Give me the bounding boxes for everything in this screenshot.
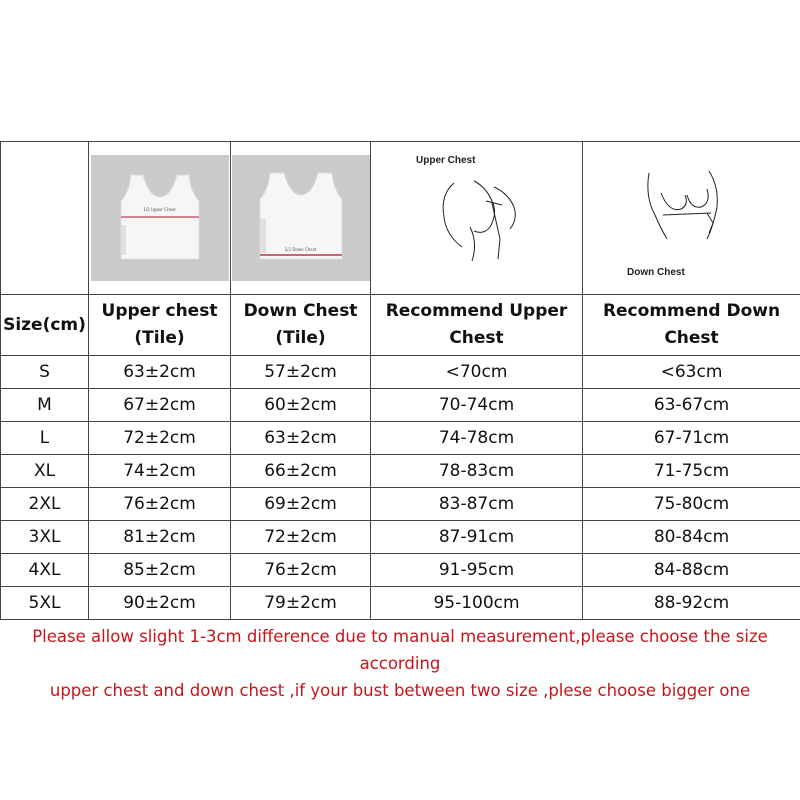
cell-down: 60±2cm: [231, 389, 371, 422]
upper-tank-text: 1/2 Upper Chest: [143, 207, 176, 212]
table-row: [1, 422, 800, 455]
upper-photo-cell: [89, 142, 231, 295]
table-row: [1, 389, 800, 422]
down-chest-label: Down Chest: [627, 267, 685, 278]
header-row: [1, 295, 800, 356]
table-row: [1, 521, 800, 554]
cell-rec-upper: 78-83cm: [371, 455, 583, 488]
cell-rec-upper: 83-87cm: [371, 488, 583, 521]
cell-rec-down: 84-88cm: [583, 554, 800, 587]
down-diagram-cell: [583, 142, 800, 295]
note-line-1: Please allow slight 1-3cm difference due to manual measurement,please choose the size according: [32, 627, 768, 673]
cell-rec-down: <63cm: [583, 356, 800, 389]
tank-top-upper-icon: [91, 155, 229, 281]
cell-rec-upper: 95-100cm: [371, 587, 583, 620]
cell-upper: 74±2cm: [89, 455, 231, 488]
cell-upper: 85±2cm: [89, 554, 231, 587]
table-row: [1, 554, 800, 587]
cell-down: 79±2cm: [231, 587, 371, 620]
cell-size: S: [1, 356, 89, 389]
cell-size: 5XL: [1, 587, 89, 620]
down-tank-text: 1/2 Down Chest: [284, 247, 317, 252]
cell-size: 2XL: [1, 488, 89, 521]
size-table: [0, 141, 800, 620]
header-recommend-down: Recommend Down Chest: [583, 295, 800, 356]
size-chart: [0, 141, 800, 650]
header-recommend-upper: Recommend Upper Chest: [371, 295, 583, 356]
cell-rec-down: 75-80cm: [583, 488, 800, 521]
cell-size: L: [1, 422, 89, 455]
down-photo-cell: [231, 142, 371, 295]
cell-upper: 72±2cm: [89, 422, 231, 455]
cell-down: 66±2cm: [231, 455, 371, 488]
cell-down: 57±2cm: [231, 356, 371, 389]
cell-upper: 81±2cm: [89, 521, 231, 554]
cell-size: 4XL: [1, 554, 89, 587]
header-size: Size(cm): [1, 295, 89, 356]
cell-upper: 63±2cm: [89, 356, 231, 389]
cell-rec-upper: 70-74cm: [371, 389, 583, 422]
tank-top-down-icon: [232, 155, 370, 281]
upper-chest-photo: [91, 155, 229, 281]
cell-rec-down: 80-84cm: [583, 521, 800, 554]
down-chest-figure-icon: [589, 143, 794, 293]
cell-rec-upper: <70cm: [371, 356, 583, 389]
upper-chest-diagram: [374, 143, 579, 293]
table-row: [1, 356, 800, 389]
cell-upper: 76±2cm: [89, 488, 231, 521]
cell-rec-down: 88-92cm: [583, 587, 800, 620]
table-row: [1, 488, 800, 521]
image-row: [1, 142, 800, 295]
note-line-2: upper chest and down chest ,if your bust between two size ,plese choose bigger one: [49, 681, 751, 700]
cell-down: 72±2cm: [231, 521, 371, 554]
cell-rec-upper: 91-95cm: [371, 554, 583, 587]
cell-upper: 90±2cm: [89, 587, 231, 620]
cell-rec-upper: 74-78cm: [371, 422, 583, 455]
empty-cell: [1, 142, 89, 295]
cell-rec-upper: 87-91cm: [371, 521, 583, 554]
upper-chest-label: Upper Chest: [416, 155, 476, 166]
header-upper-line2: (Tile): [134, 328, 185, 348]
cell-down: 76±2cm: [231, 554, 371, 587]
table-row: [1, 455, 800, 488]
cell-down: 69±2cm: [231, 488, 371, 521]
cell-rec-down: 67-71cm: [583, 422, 800, 455]
cell-upper: 67±2cm: [89, 389, 231, 422]
cell-size: XL: [1, 455, 89, 488]
header-down-line1: Down Chest: [243, 301, 358, 321]
header-down-line2: (Tile): [275, 328, 326, 348]
table-row: [1, 587, 800, 620]
cell-rec-down: 63-67cm: [583, 389, 800, 422]
header-upper-chest: [89, 295, 231, 356]
cell-rec-down: 71-75cm: [583, 455, 800, 488]
cell-size: M: [1, 389, 89, 422]
upper-diagram-cell: [371, 142, 583, 295]
header-down-chest: [231, 295, 371, 356]
upper-chest-figure-icon: [374, 143, 579, 293]
down-chest-photo: [232, 155, 370, 281]
cell-down: 63±2cm: [231, 422, 371, 455]
measurement-note: [0, 623, 800, 704]
down-chest-diagram: [589, 143, 794, 293]
cell-size: 3XL: [1, 521, 89, 554]
header-upper-line1: Upper chest: [101, 301, 218, 321]
